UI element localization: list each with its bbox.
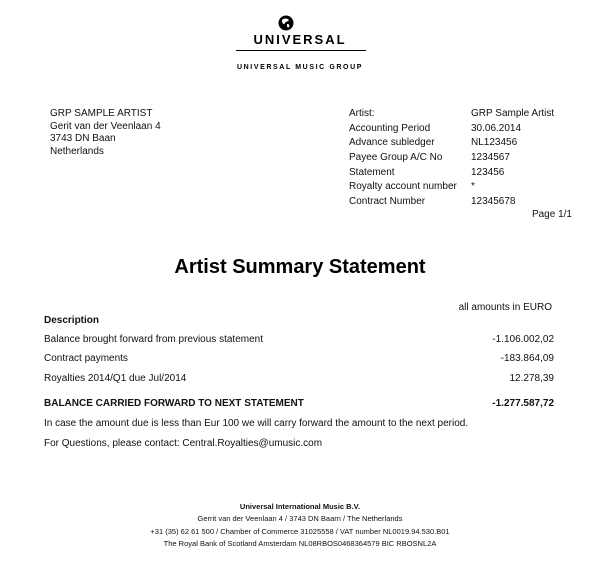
statement-details	[349, 107, 569, 210]
detail-row-accounting-period	[349, 122, 569, 137]
detail-row-statement	[349, 166, 569, 181]
footer-line: Gerrit van der Veenlaan 4 / 3743 DN Baarn / The Netherlands	[197, 514, 403, 524]
balance-row	[44, 396, 554, 410]
line-amount: -183.864,09	[500, 352, 554, 364]
detail-value: NL123456	[471, 137, 518, 149]
detail-label: Royalty account number	[349, 181, 457, 193]
company-footer	[0, 501, 600, 550]
carry-forward-note: In case the amount due is less than Eur 100 we will carry forward the amount to the next period.	[44, 418, 469, 429]
universal-logo	[0, 12, 600, 77]
contact-note: For Questions, please contact: Central.Royalties@umusic.com	[44, 438, 323, 449]
footer-line: The Royal Bank of Scotland Amsterdam NL08RBOS0468364579 BIC RBOSNL2A	[163, 538, 437, 548]
detail-row-advance-subledger	[349, 136, 569, 151]
logo-underline	[236, 50, 366, 51]
page-title: Artist Summary Statement	[174, 256, 426, 278]
line-description: Royalties 2014/Q1 due Jul/2014	[44, 372, 187, 384]
globe-icon	[278, 15, 294, 31]
logo-group-name: UNIVERSAL MUSIC GROUP	[236, 64, 364, 71]
address-line: Gerit van der Veenlaan 4	[50, 120, 161, 132]
detail-row-payee-group	[349, 151, 569, 166]
line-amount: 12.278,39	[509, 372, 554, 384]
currency-note: all amounts in EURO	[458, 302, 552, 313]
detail-value: *	[471, 181, 475, 193]
line-description: Balance brought forward from previous statement	[44, 333, 263, 345]
address-line: Netherlands	[50, 145, 104, 157]
detail-value: 12345678	[471, 196, 516, 208]
detail-label: Accounting Period	[349, 122, 431, 134]
detail-value: 1234567	[471, 152, 510, 164]
detail-value: 123456	[471, 166, 505, 178]
footer-company-name: Universal International Music B.V.	[239, 502, 361, 511]
statement-line	[44, 332, 554, 346]
detail-row-royalty-account	[349, 180, 569, 195]
detail-label: Advance subledger	[349, 137, 435, 149]
detail-label: Payee Group A/C No	[349, 152, 443, 164]
page-number: Page 1/1	[531, 209, 572, 220]
line-amount: -1.106.002,02	[492, 333, 554, 345]
detail-row-artist	[349, 107, 569, 122]
balance-amount: -1.277.587,72	[492, 397, 554, 409]
detail-row-contract-number	[349, 195, 569, 210]
statement-line	[44, 351, 554, 365]
footer-line: +31 (35) 62 61 500 / Chamber of Commerce 31025558 / VAT number NL0019.94.530.B01	[150, 526, 450, 536]
balance-description: BALANCE CARRIED FORWARD TO NEXT STATEMENT	[44, 397, 304, 409]
logo-wordmark: UNIVERSAL	[253, 32, 347, 47]
line-description: Contract payments	[44, 352, 128, 364]
description-header: Description	[44, 315, 100, 326]
detail-label: Artist:	[349, 108, 375, 119]
address-line: GRP SAMPLE ARTIST	[50, 108, 153, 119]
statement-line	[44, 371, 554, 385]
recipient-address	[50, 108, 161, 158]
detail-label: Contract Number	[349, 196, 426, 208]
detail-value: GRP Sample Artist	[471, 108, 555, 119]
address-line: 3743 DN Baan	[50, 133, 116, 144]
detail-value: 30.06.2014	[471, 122, 522, 134]
detail-label: Statement	[349, 166, 395, 178]
